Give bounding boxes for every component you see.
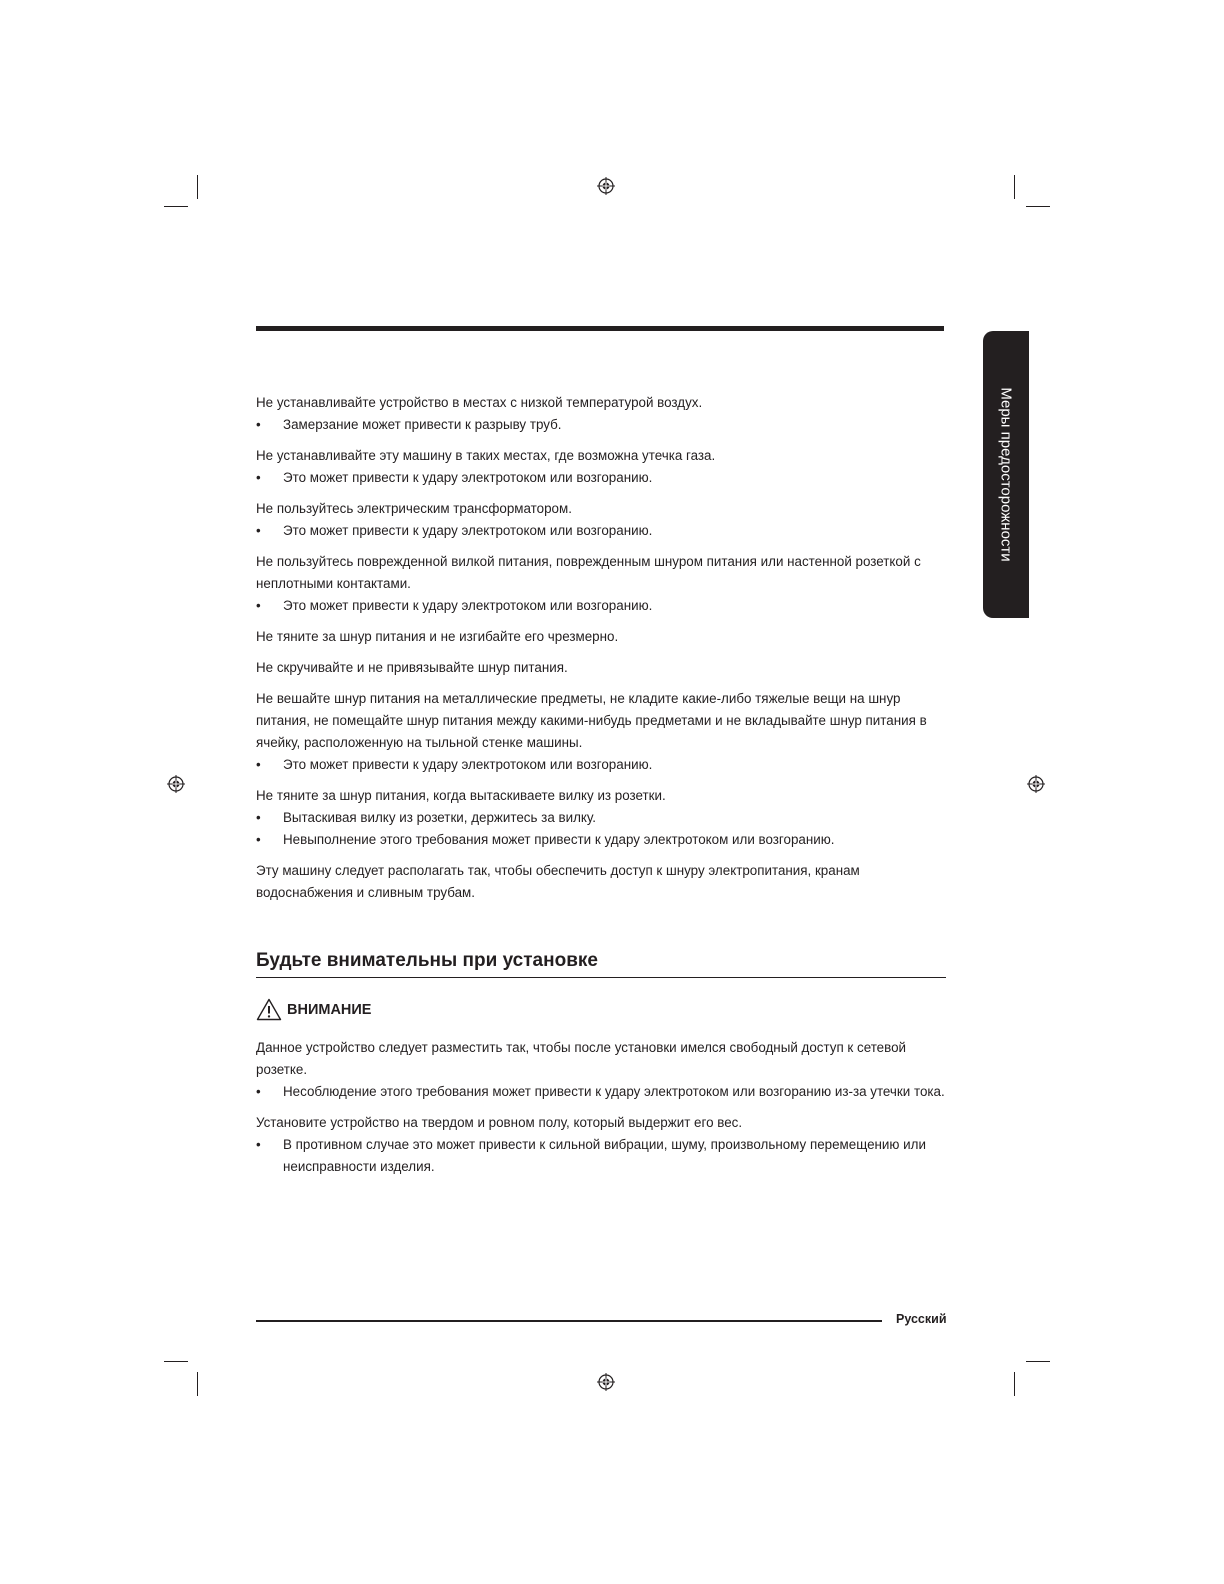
safety-item-heading: Не пользуйтесь поврежденной вилкой питания, поврежденным шнуром питания или настенной розеткой с неплотными контактами. xyxy=(256,554,921,591)
safety-item xyxy=(256,445,946,489)
safety-item xyxy=(256,551,946,617)
safety-item xyxy=(256,860,946,904)
safety-item-heading: Не устанавливайте устройство в местах с низкой температурой воздух. xyxy=(256,395,703,410)
safety-item-bullet: • Это может привести к удару электротоком или возгоранию. xyxy=(256,595,946,617)
footer-rule xyxy=(256,1320,882,1322)
warning-triangle-icon xyxy=(256,998,282,1021)
safety-item-bullet: • В противном случае это может привести к сильной вибрации, шуму, произвольному перемещению или неисправности изделия. xyxy=(256,1134,946,1178)
safety-item-bullet: • Несоблюдение этого требования может привести к удару электротоком или возгоранию из-за утечки тока. xyxy=(256,1081,946,1103)
safety-item-heading: Не тяните за шнур питания и не изгибайте его чрезмерно. xyxy=(256,629,619,644)
safety-item-heading: Данное устройство следует разместить так, чтобы после установки имелся свободный доступ к сетевой розетке. xyxy=(256,1040,907,1077)
page-content xyxy=(256,392,946,1187)
side-tab-label: Меры предосторожности xyxy=(997,387,1015,562)
registration-mark-icon xyxy=(1027,775,1045,793)
safety-item xyxy=(256,626,946,648)
safety-item xyxy=(256,657,946,679)
safety-item-heading: Эту машину следует располагать так, чтобы обеспечить доступ к шнуру электропитания, кранам водоснабжения и сливным трубам. xyxy=(256,863,860,900)
registration-mark-icon xyxy=(597,1373,615,1391)
safety-item-bullet: • Невыполнение этого требования может привести к удару электротоком или возгоранию. xyxy=(256,829,946,851)
safety-item-heading: Не устанавливайте эту машину в таких местах, где возможна утечка газа. xyxy=(256,448,716,463)
safety-item-bullet: • Вытаскивая вилку из розетки, держитесь за вилку. xyxy=(256,807,946,829)
crop-mark xyxy=(197,175,198,199)
safety-item-bullet: • Это может привести к удару электротоком или возгоранию. xyxy=(256,467,946,489)
registration-mark-icon xyxy=(167,775,185,793)
safety-item xyxy=(256,392,946,436)
safety-item-bullet: • Это может привести к удару электротоком или возгоранию. xyxy=(256,520,946,542)
crop-mark xyxy=(1026,206,1050,207)
crop-mark xyxy=(197,1372,198,1396)
section-title: Будьте внимательны при установке xyxy=(256,949,946,978)
crop-mark xyxy=(1014,175,1015,199)
safety-item xyxy=(256,688,946,776)
crop-mark xyxy=(164,206,188,207)
caution-label xyxy=(256,998,946,1021)
safety-item-heading: Не тяните за шнур питания, когда вытаскиваете вилку из розетки. xyxy=(256,788,666,803)
footer-language: Русский xyxy=(896,1312,947,1326)
safety-item xyxy=(256,785,946,851)
crop-mark xyxy=(1026,1361,1050,1362)
caution-text: ВНИМАНИЕ xyxy=(287,1001,372,1018)
safety-item-heading: Не пользуйтесь электрическим трансформатором. xyxy=(256,501,572,516)
safety-item-heading: Не вешайте шнур питания на металлические предметы, не кладите какие-либо тяжелые вещи на шнур питания, не помещайте шнур питания между какими-нибудь предметами и не вкладывайте шнур питания в ячейку, расположенную на тыльной стенке машины. xyxy=(256,691,927,750)
top-rule xyxy=(256,326,944,331)
registration-mark-icon xyxy=(597,177,615,195)
side-tab xyxy=(983,331,1029,618)
safety-item-bullet: • Это может привести к удару электротоком или возгоранию. xyxy=(256,754,946,776)
safety-item-heading: Не скручивайте и не привязывайте шнур питания. xyxy=(256,660,568,675)
safety-item xyxy=(256,1037,946,1103)
safety-item-bullet: • Замерзание может привести к разрыву труб. xyxy=(256,414,946,436)
crop-mark xyxy=(164,1361,188,1362)
safety-item xyxy=(256,1112,946,1178)
crop-mark xyxy=(1014,1372,1015,1396)
safety-item-heading: Установите устройство на твердом и ровном полу, который выдержит его вес. xyxy=(256,1115,743,1130)
safety-item xyxy=(256,498,946,542)
